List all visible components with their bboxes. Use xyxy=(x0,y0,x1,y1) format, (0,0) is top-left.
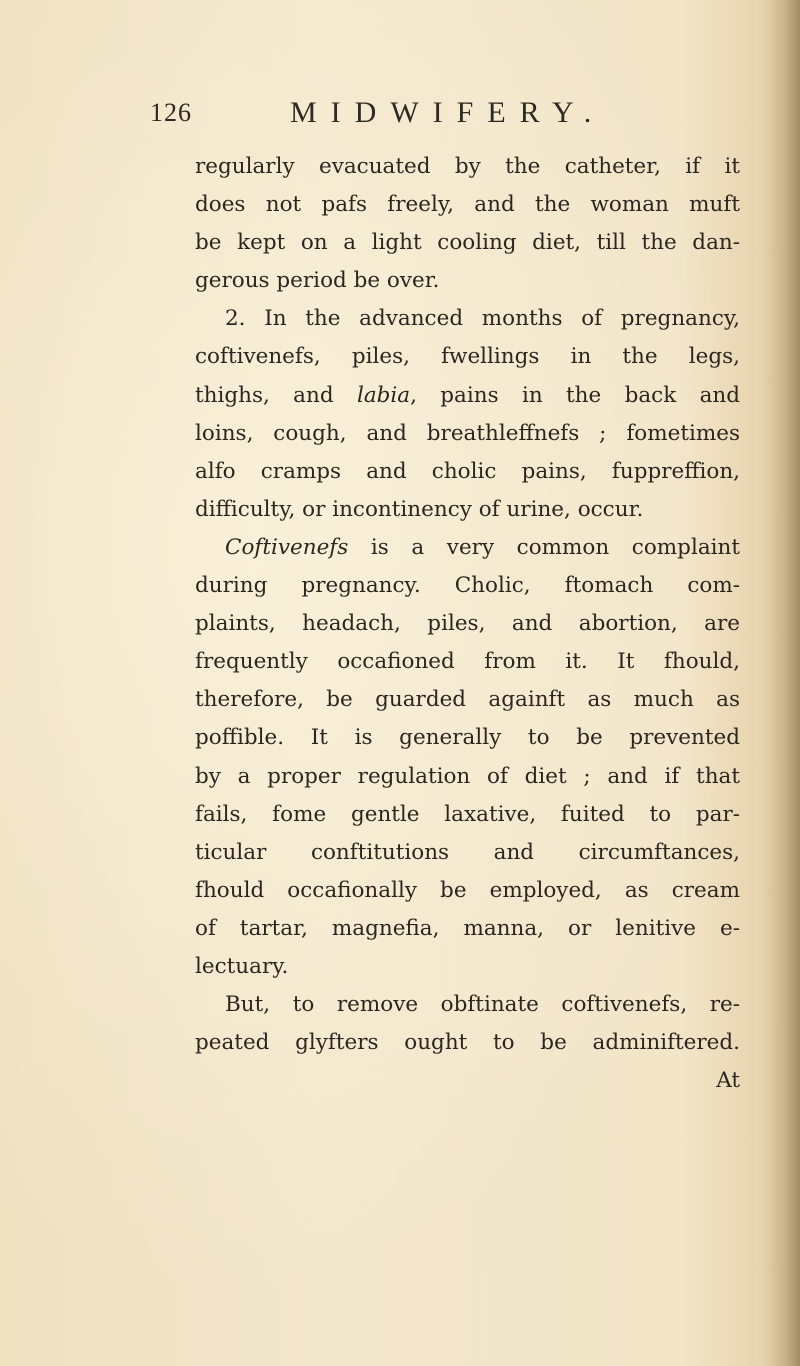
running-head xyxy=(150,96,770,136)
text-line: But, to remove obftinate coftivenefs, re- xyxy=(225,992,740,1018)
text-line: fails, fome gentle laxative, fuited to par- xyxy=(195,801,740,827)
text-line: thighs, and labia, pains in the back and xyxy=(195,382,740,408)
text-line: 2. In the advanced months of pregnancy, xyxy=(225,306,740,332)
text-line: coftivenefs, piles, fwellings in the legs, xyxy=(195,344,740,370)
catchword: At xyxy=(716,1068,740,1094)
italic-term: Coftivenefs xyxy=(225,534,349,560)
body-text xyxy=(195,148,740,1100)
text-line: during pregnancy. Cholic, ftomach com- xyxy=(195,573,740,599)
text-line: by a proper regulation of diet ; and if that xyxy=(195,763,740,789)
text-line: lectuary. xyxy=(195,953,289,979)
text-line: difficulty, or incontinency of urine, occur. xyxy=(195,496,644,522)
text-line: plaints, headach, piles, and abortion, are xyxy=(195,611,740,637)
text-line: therefore, be guarded againft as much as xyxy=(195,687,740,713)
italic-term: labia xyxy=(356,382,411,408)
text-line: ticular conftitutions and circumftances, xyxy=(195,839,740,865)
text-line: Coftivenefs is a very common complaint xyxy=(225,534,740,560)
text-line: of tartar, magnefia, manna, or lenitive e- xyxy=(195,915,740,941)
text-line: peated glyfters ought to be adminiftered. xyxy=(195,1030,740,1056)
text-line: be kept on a light cooling diet, till the dan- xyxy=(195,230,740,256)
text-line: does not pafs freely, and the woman muft xyxy=(195,192,740,218)
page-edge-shadow xyxy=(762,0,800,1366)
text-line: poffible. It is generally to be prevented xyxy=(195,725,740,751)
text-line: frequently occafioned from it. It fhould, xyxy=(195,649,740,675)
text-line: alfo cramps and cholic pains, fuppreffion, xyxy=(195,458,740,484)
text-line: loins, cough, and breathleffnefs ; fometimes xyxy=(195,420,740,446)
text-line: regularly evacuated by the catheter, if it xyxy=(195,154,740,179)
text-line: gerous period be over. xyxy=(195,268,440,294)
running-title: MIDWIFERY. xyxy=(290,96,606,129)
text-line: fhould occafionally be employed, as cream xyxy=(195,877,740,903)
page-number: 126 xyxy=(150,98,192,127)
